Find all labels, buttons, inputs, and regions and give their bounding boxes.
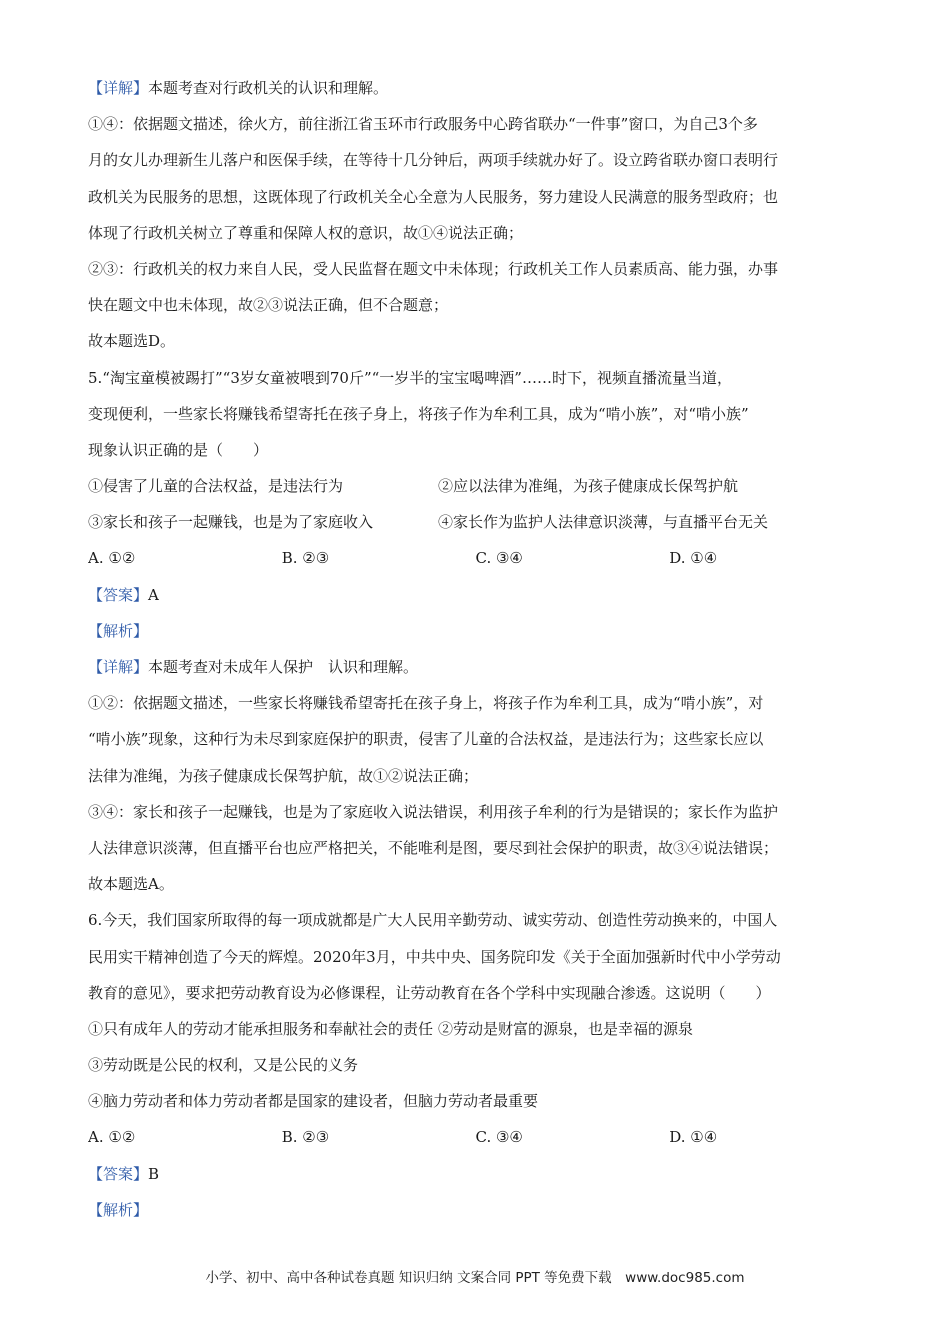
option-item: ②劳动是财富的源泉，也是幸福的源泉 <box>438 1019 694 1038</box>
section-tag: 【答案】 <box>88 1164 149 1183</box>
text-line <box>88 360 863 396</box>
answer-choice: B. ②③ <box>281 549 330 568</box>
text-line <box>88 179 863 215</box>
answer-choices <box>88 1119 863 1155</box>
section-tag: 【答案】 <box>88 585 149 604</box>
line-text: 故本题选A。 <box>88 875 174 894</box>
text-line <box>88 287 863 323</box>
text-line <box>88 396 863 432</box>
option-item: ③家长和孩子一起赚钱，也是为了家庭收入 <box>88 513 374 532</box>
answer-choice: A. ①② <box>88 1128 136 1147</box>
text-line <box>88 142 863 178</box>
text-line <box>88 975 863 1011</box>
line-text: 政机关为民服务的思想，这既体现了行政机关全心全意为人民服务，努力建设人民满意的服务型政府；也 <box>88 187 779 206</box>
line-text: 民用实干精神创造了今天的辉煌。2020年3月，中共中央、国务院印发《关于全面加强新时代中小学劳动 <box>88 947 781 966</box>
text-line <box>88 866 863 902</box>
text-line <box>88 830 863 866</box>
answer-choice: D. ①④ <box>669 549 718 568</box>
line-text: 法律为准绳，为孩子健康成长保驾护航，故①②说法正确； <box>88 766 479 785</box>
line-text: 教育的意见》，要求把劳动教育设为必修课程，让劳动教育在各个学科中实现融合渗透。这说明（ ） <box>88 983 771 1002</box>
line-text: 6.今天，我们国家所取得的每一项成就都是广大人民用辛勤劳动、诚实劳动、创造性劳动换来的，中国人 <box>88 911 778 930</box>
line-text: 本题考查对行政机关的认识和理解。 <box>148 79 389 97</box>
line-text: ①②：依据题文描述，一些家长将赚钱希望寄托在孩子身上，将孩子作为牟利工具，成为“啃小族”，对 <box>88 694 764 713</box>
text-line <box>88 251 863 287</box>
option-item: ①只有成年人的劳动才能承担服务和奉献社会的责任 <box>88 1019 434 1038</box>
line-text: “啃小族”现象，这种行为未尽到家庭保护的职责，侵害了儿童的合法权益，是违法行为；这些家长应以 <box>88 730 764 749</box>
section-tag: 【解析】 <box>88 1200 149 1219</box>
page-footer: 小学、初中、高中各种试卷真题 知识归纳 文案合同 PPT 等免费下载 www.doc985.com <box>205 1270 745 1286</box>
section-tag: 【解析】 <box>88 621 149 640</box>
text-line <box>88 577 863 613</box>
line-text: 变现便利，一些家长将赚钱希望寄托在孩子身上，将孩子作为牟利工具，成为“啃小族”，对“啃小族” <box>88 404 749 423</box>
text-line <box>88 1047 863 1083</box>
answer-choices <box>88 540 863 576</box>
answer-choice: C. ③④ <box>475 1128 523 1147</box>
text-line <box>88 215 863 251</box>
line-text: 快在题文中也未体现，故②③说法正确，但不合题意； <box>88 296 449 315</box>
answer-choice: D. ①④ <box>669 1128 718 1147</box>
text-line <box>88 1156 863 1192</box>
answer-choice: A. ①② <box>88 549 136 568</box>
text-line <box>88 106 863 142</box>
text-line <box>88 70 863 106</box>
text-line <box>88 1192 863 1228</box>
text-line <box>88 613 863 649</box>
text-line <box>88 685 863 721</box>
answer-choice: B. ②③ <box>281 1128 330 1147</box>
text-line <box>88 939 863 975</box>
line-text: ④脑力劳动者和体力劳动者都是国家的建设者，但脑力劳动者最重要 <box>88 1092 539 1111</box>
line-text: 月的女儿办理新生儿落户和医保手续，在等待十几分钟后，两项手续就办好了。设立跨省联办窗口表明行 <box>88 151 779 170</box>
line-text: ①④：依据题文描述，徐火方，前往浙江省玉环市行政服务中心跨省联办“一件事”窗口，为自己3个多 <box>88 115 758 134</box>
line-text: A <box>148 585 159 604</box>
text-line <box>88 1083 863 1119</box>
line-text: ③④：家长和孩子一起赚钱，也是为了家庭收入说法错误，利用孩子牟利的行为是错误的；家长作为监护 <box>88 802 779 821</box>
line-text: ③劳动既是公民的权利，又是公民的义务 <box>88 1056 359 1075</box>
answer-choice: C. ③④ <box>475 549 523 568</box>
line-text: ②③：行政机关的权力来自人民，受人民监督在题文中未体现；行政机关工作人员素质高、能力强，办事 <box>88 259 779 278</box>
option-row <box>88 1011 863 1047</box>
line-text: 人法律意识淡薄，但直播平台也应严格把关，不能唯利是图，要尽到社会保护的职责，故③④说法错误； <box>88 838 779 857</box>
text-line <box>88 721 863 757</box>
text-line <box>88 758 863 794</box>
line-text: 故本题选D。 <box>88 332 176 351</box>
text-line <box>88 794 863 830</box>
option-item: ②应以法律为准绳，为孩子健康成长保驾护航 <box>438 477 739 496</box>
text-line <box>88 432 863 468</box>
section-tag: 【详解】 <box>88 79 149 97</box>
option-item: ①侵害了儿童的合法权益，是违法行为 <box>88 477 344 496</box>
line-text: 5.“淘宝童模被踢打”“3岁女童被喂到70斤”“一岁半的宝宝喝啤酒”……时下，视频直播流量当道， <box>88 368 732 387</box>
option-item: ④家长作为监护人法律意识淡薄，与直播平台无关 <box>438 513 769 532</box>
text-line <box>88 323 863 359</box>
option-row <box>88 468 863 504</box>
line-text: B <box>148 1164 160 1183</box>
line-text: 现象认识正确的是（ ） <box>88 440 269 459</box>
line-text: 体现了行政机关树立了尊重和保障人权的意识，故①④说法正确； <box>88 223 524 242</box>
line-text: 本题考查对未成年人保护 认识和理解。 <box>148 658 419 676</box>
section-tag: 【详解】 <box>88 658 149 676</box>
option-row <box>88 504 863 540</box>
text-line <box>88 649 863 685</box>
text-line <box>88 902 863 938</box>
document-body <box>88 70 863 1228</box>
